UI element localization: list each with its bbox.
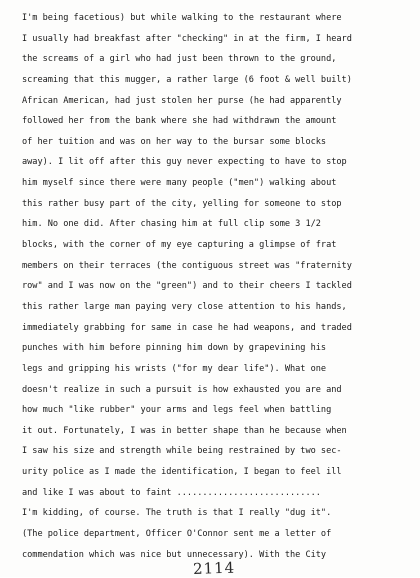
text-line: I'm kidding, of course. The truth is that I really "dug it". [22, 508, 332, 519]
text-line: I saw his size and strength while being restrained by two sec- [22, 446, 342, 457]
text-line: this rather busy part of the city, yelling for someone to stop [22, 198, 342, 209]
document-body [22, 8, 414, 565]
text-line: the screams of a girl who had just been thrown to the ground, [22, 54, 337, 65]
text-line: row" and I was now on the "green") and to their cheers I tackled [22, 281, 352, 292]
page-number: 2114 [192, 558, 236, 578]
text-line: immediately grabbing for same in case he had weapons, and traded [22, 322, 352, 333]
text-line: of her tuition and was on her way to the bursar some blocks [22, 136, 327, 147]
text-line: blocks, with the corner of my eye capturing a glimpse of frat [22, 240, 337, 251]
text-line: commendation which was nice but unnecessary). With the City [22, 549, 327, 560]
text-line: I usually had breakfast after "checking" in at the firm, I heard [22, 33, 352, 44]
text-line: away). I lit off after this guy never expecting to have to stop [22, 157, 347, 168]
text-line: doesn't realize in such a pursuit is how exhausted you are and [22, 384, 342, 395]
text-line: punches with him before pinning him down by grapevining his [22, 343, 327, 354]
text-line: followed her from the bank where she had withdrawn the amount [22, 116, 337, 127]
text-line: him. No one did. After chasing him at full clip some 3 1/2 [22, 219, 321, 230]
text-line: urity police as I made the identification, I began to feel ill [22, 467, 342, 478]
text-line: this rather large man paying very close attention to his hands, [22, 301, 347, 312]
text-line: legs and gripping his wrists ("for my dear life"). What one [22, 363, 327, 374]
text-line: African American, had just stolen her purse (he had apparently [22, 95, 342, 106]
text-line: it out. Fortunately, I was in better shape than he because when [22, 425, 347, 436]
text-line: how much "like rubber" your arms and legs feel when battling [22, 405, 332, 416]
text-line: screaming that this mugger, a rather large (6 foot & well built) [22, 74, 352, 85]
text-line: (The police department, Officer O'Connor sent me a letter of [22, 529, 332, 540]
text-line: members on their terraces (the contiguous street was "fraternity [22, 260, 352, 271]
text-line: I'm being facetious) but while walking to the restaurant where [22, 13, 342, 23]
text-line: and like I was about to faint ............................ [22, 487, 321, 498]
text-line: him myself since there were many people ("men") walking about [22, 178, 337, 189]
